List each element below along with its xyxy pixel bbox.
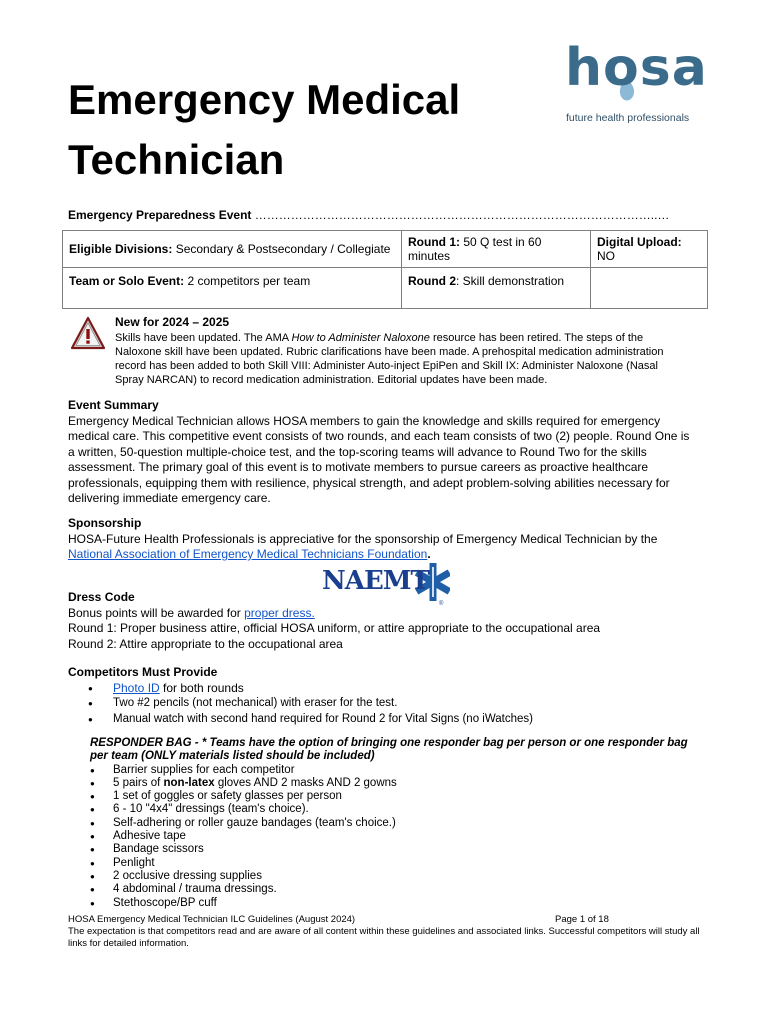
table-row [63,231,708,268]
dress-code-line-2: Round 1: Proper business attire, official HOSA uniform, or attire appropriate to the occupational area [68,621,601,635]
list-item: ● Barrier supplies for each competitor [90,764,700,777]
list-item: ● Two #2 pencils (not mechanical) with eraser for the test. [68,696,698,712]
new-for-section [115,315,675,387]
empty-cell [591,268,708,309]
event-category-label: Emergency Preparedness Event [68,208,252,222]
competitors-heading: Competitors Must Provide [68,665,218,679]
list-item: ● 2 occlusive dressing supplies [90,870,700,883]
footer-note: The expectation is that competitors read and are aware of all content within these guidelines and associated links. Successful competitors will study all links for detailed information. [68,926,700,949]
list-item: ● Adhesive tape [90,830,700,843]
responder-bag-section [90,737,700,910]
team-cell [63,268,402,309]
event-category [68,208,669,222]
competitors-section [68,665,698,727]
list-item: ● 1 set of goggles or safety glasses per person [90,790,700,803]
new-for-text-a: Skills have been updated. The AMA [115,332,292,344]
new-for-text-italic: How to Administer Naloxone [291,332,430,344]
round1-cell [402,231,591,268]
team-value: 2 competitors per team [184,274,311,288]
dress-code-heading: Dress Code [68,590,135,604]
round2-label: Round 2 [408,274,456,288]
round2-value: : Skill demonstration [456,274,565,288]
table-row [63,268,708,309]
sponsorship-period: . [427,547,431,561]
sponsorship-heading: Sponsorship [68,516,142,530]
dress-code-section [68,590,698,652]
event-summary-section [68,398,698,507]
new-for-heading: New for 2024 – 2025 [115,315,230,329]
round2-cell [402,268,591,309]
registered-mark: ® [439,601,444,607]
dress-code-line-1 [68,606,698,622]
hosa-logo [562,38,708,127]
page-footer [68,914,708,949]
responder-bag-heading: RESPONDER BAG - * Teams have the option of bringing one responder bag per person or one responder bag per team (ONLY materials listed should be included) [90,737,688,763]
page-number: Page 1 of 18 [555,914,609,925]
eligible-label: Eligible Divisions: [69,242,173,256]
eligible-value: Secondary & Postsecondary / Collegiate [172,242,391,256]
dress-code-line-3: Round 2: Attire appropriate to the occupational area [68,636,343,651]
photo-id-link[interactable]: Photo ID [113,680,160,695]
round1-label: Round 1: [408,235,460,249]
naemt-foundation-link[interactable]: National Association of Emergency Medical Technicians Foundation [68,547,428,561]
event-info-table [62,230,708,309]
responder-bag-list [90,764,700,910]
photo-id-text: for both rounds [159,680,244,695]
competitors-list [68,681,698,728]
event-summary-text: Emergency Medical Technician allows HOSA members to gain the knowledge and skills required for emergency medical care. This competitive event consists of two rounds, and each team consists of two (2) people. Round One is a written, 50-question multiple-choice test, and the top-scoring teams will advance to Round Two for the skills assessment. The primary goal of this event is to motivate members to pursue careers as proactive healthcare professionals, equipping them with resilience, physical strength, and adept problem-solving abilities necessary for delivering immediate emergency care. [68,413,690,505]
list-item: ● 5 pairs of non-latex gloves AND 2 masks AND 2 gowns [90,777,700,790]
team-label: Team or Solo Event: [69,274,185,288]
upload-label: Digital Upload: [597,235,682,249]
proper-dress-link[interactable]: proper dress. [244,605,315,620]
list-item: ● Manual watch with second hand required for Round 2 for Vital Signs (no iWatches) [68,712,698,728]
upload-value: NO [597,249,615,263]
list-item: ● Bandage scissors [90,843,700,856]
naemt-logo-text: NAEMT [322,566,429,596]
new-for-text-b: resource has been retired. The steps of the Naloxone skill have been updated. Rubric clarifications have been made. A prehospital medication administration record has been added to both Skill VIII: Administer Auto-inject EpiPen and Skill IX: Administer Naloxone (Nasal Spray NARCAN) to record medication administration. Editorial updates have been made. [115,332,664,386]
page-title: Emergency Medical Technician [68,76,461,183]
logo-word: hosa [565,38,708,98]
event-category-dots: ………………………………………………………………………………………..… [254,208,670,222]
sponsorship-text [68,532,698,563]
list-item [68,681,698,697]
round1-value: 50 Q test in 60 minutes [408,235,542,263]
list-item: ● Stethoscope/BP cuff [90,897,700,910]
sponsorship-section [68,516,698,563]
eligible-cell [63,231,402,268]
new-for-text [115,331,675,387]
upload-cell [591,231,708,268]
list-item: ● Penlight [90,857,700,870]
list-item: ● Self-adhering or roller gauze bandages (team's choice.) [90,817,700,830]
event-summary-heading: Event Summary [68,398,159,412]
dress-code-text: Bonus points will be awarded for [68,605,245,620]
list-item: ● 4 abdominal / trauma dressings. [90,883,700,896]
warning-icon [70,316,106,352]
footer-line [68,914,708,926]
footer-doc-title: HOSA Emergency Medical Technician ILC Guidelines (August 2024) [68,914,356,925]
sponsorship-text-body: HOSA-Future Health Professionals is appreciative for the sponsorship of Emergency Medical Technician by the [68,531,658,546]
logo-tagline: future health professionals [566,112,690,124]
list-item: ● 6 - 10 "4x4" dressings (team's choice). [90,803,700,816]
